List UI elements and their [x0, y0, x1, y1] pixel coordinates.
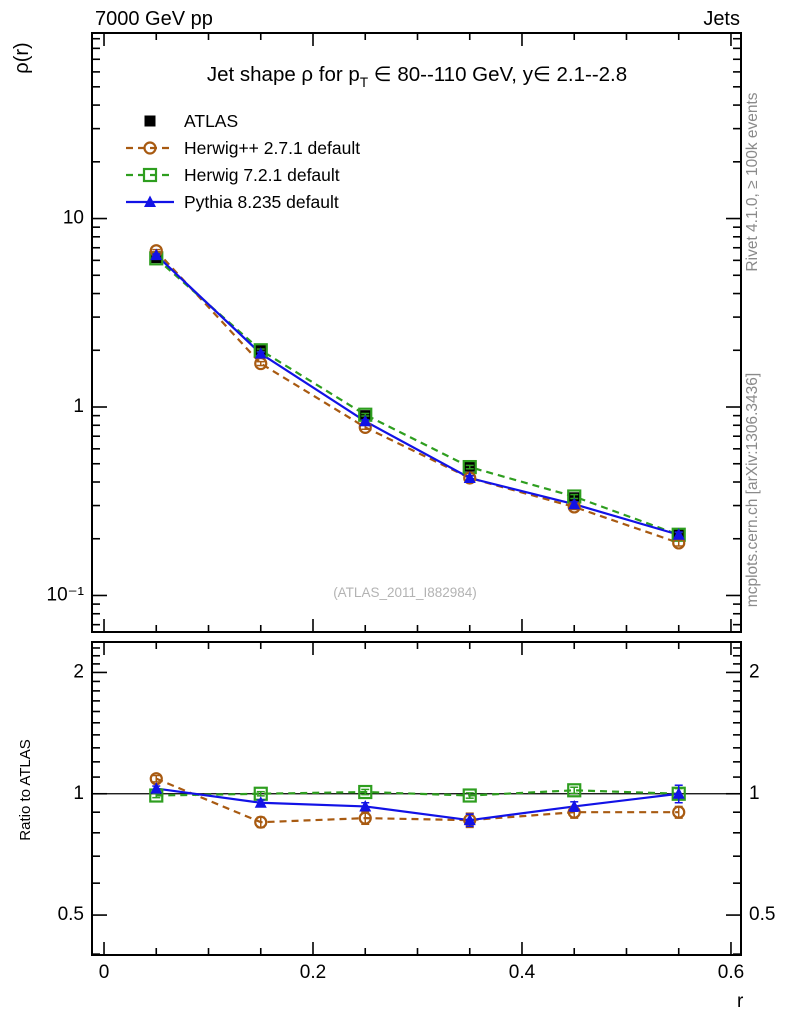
- mcplots-arxiv-note: mcplots.cern.ch [arXiv:1306.3436]: [744, 372, 761, 608]
- series-line: [156, 258, 678, 534]
- ratio-tick-label-right: 2: [749, 661, 760, 683]
- series-points-1: [151, 245, 684, 548]
- legend-item: [126, 138, 360, 158]
- plot-title: [207, 63, 627, 90]
- header-beam-energy: 7000 GeV pp: [95, 8, 213, 30]
- ratio-tick-label-right: 0.5: [749, 904, 776, 926]
- series-line: [156, 255, 678, 535]
- y-axis-label-ratio: Ratio to ATLAS: [17, 739, 34, 841]
- series-points-2: [150, 252, 684, 540]
- legend-label: ATLAS: [184, 111, 239, 131]
- ratio-tick-label-right: 1: [749, 782, 760, 804]
- x-axis-label: r: [737, 991, 744, 1012]
- x-tick-label: 0.2: [299, 962, 327, 983]
- y-tick-label-main: 10⁻¹: [46, 584, 84, 606]
- ratio-tick-label-left: 1: [73, 782, 84, 804]
- x-tick-label: 0: [98, 962, 110, 983]
- y-tick-label-main: 1: [73, 396, 84, 418]
- y-axis-label-main: ρ(r): [11, 42, 33, 74]
- plot-title-post: ∈ 80--110 GeV, y∈ 2.1--2.8: [368, 63, 628, 86]
- series-line: [156, 779, 678, 823]
- analysis-id-watermark: (ATLAS_2011_I882984): [333, 585, 477, 600]
- ratio-tick-label-left: 0.5: [57, 904, 84, 926]
- data-point-marker: [150, 782, 162, 794]
- x-tick-label: 0.4: [508, 962, 536, 983]
- series-points-0: [151, 252, 684, 540]
- legend-label: Pythia 8.235 default: [184, 192, 339, 212]
- legend-item: [126, 192, 339, 212]
- plot-title-pre: Jet shape ρ for p: [206, 63, 360, 86]
- data-point-marker: [145, 116, 156, 127]
- series-line: [156, 251, 678, 543]
- header-analysis-group: Jets: [703, 8, 740, 30]
- ratio-tick-label-left: 2: [73, 661, 84, 683]
- series-line: [156, 790, 678, 795]
- legend-label: Herwig 7.2.1 default: [184, 165, 340, 185]
- legend-item: [145, 111, 239, 131]
- legend: [126, 111, 360, 212]
- y-tick-label-main: 10: [62, 207, 84, 229]
- legend-label: Herwig++ 2.7.1 default: [184, 138, 361, 158]
- series-layer: [150, 245, 684, 548]
- ratio-panel-layer: [92, 773, 741, 828]
- plot-title-subscript: T: [359, 75, 369, 90]
- x-tick-label: 0.6: [717, 962, 745, 983]
- legend-item: [126, 165, 340, 185]
- rivet-version-note: Rivet 4.1.0, ≥ 100k events: [744, 92, 761, 272]
- series-points-3: [150, 249, 684, 540]
